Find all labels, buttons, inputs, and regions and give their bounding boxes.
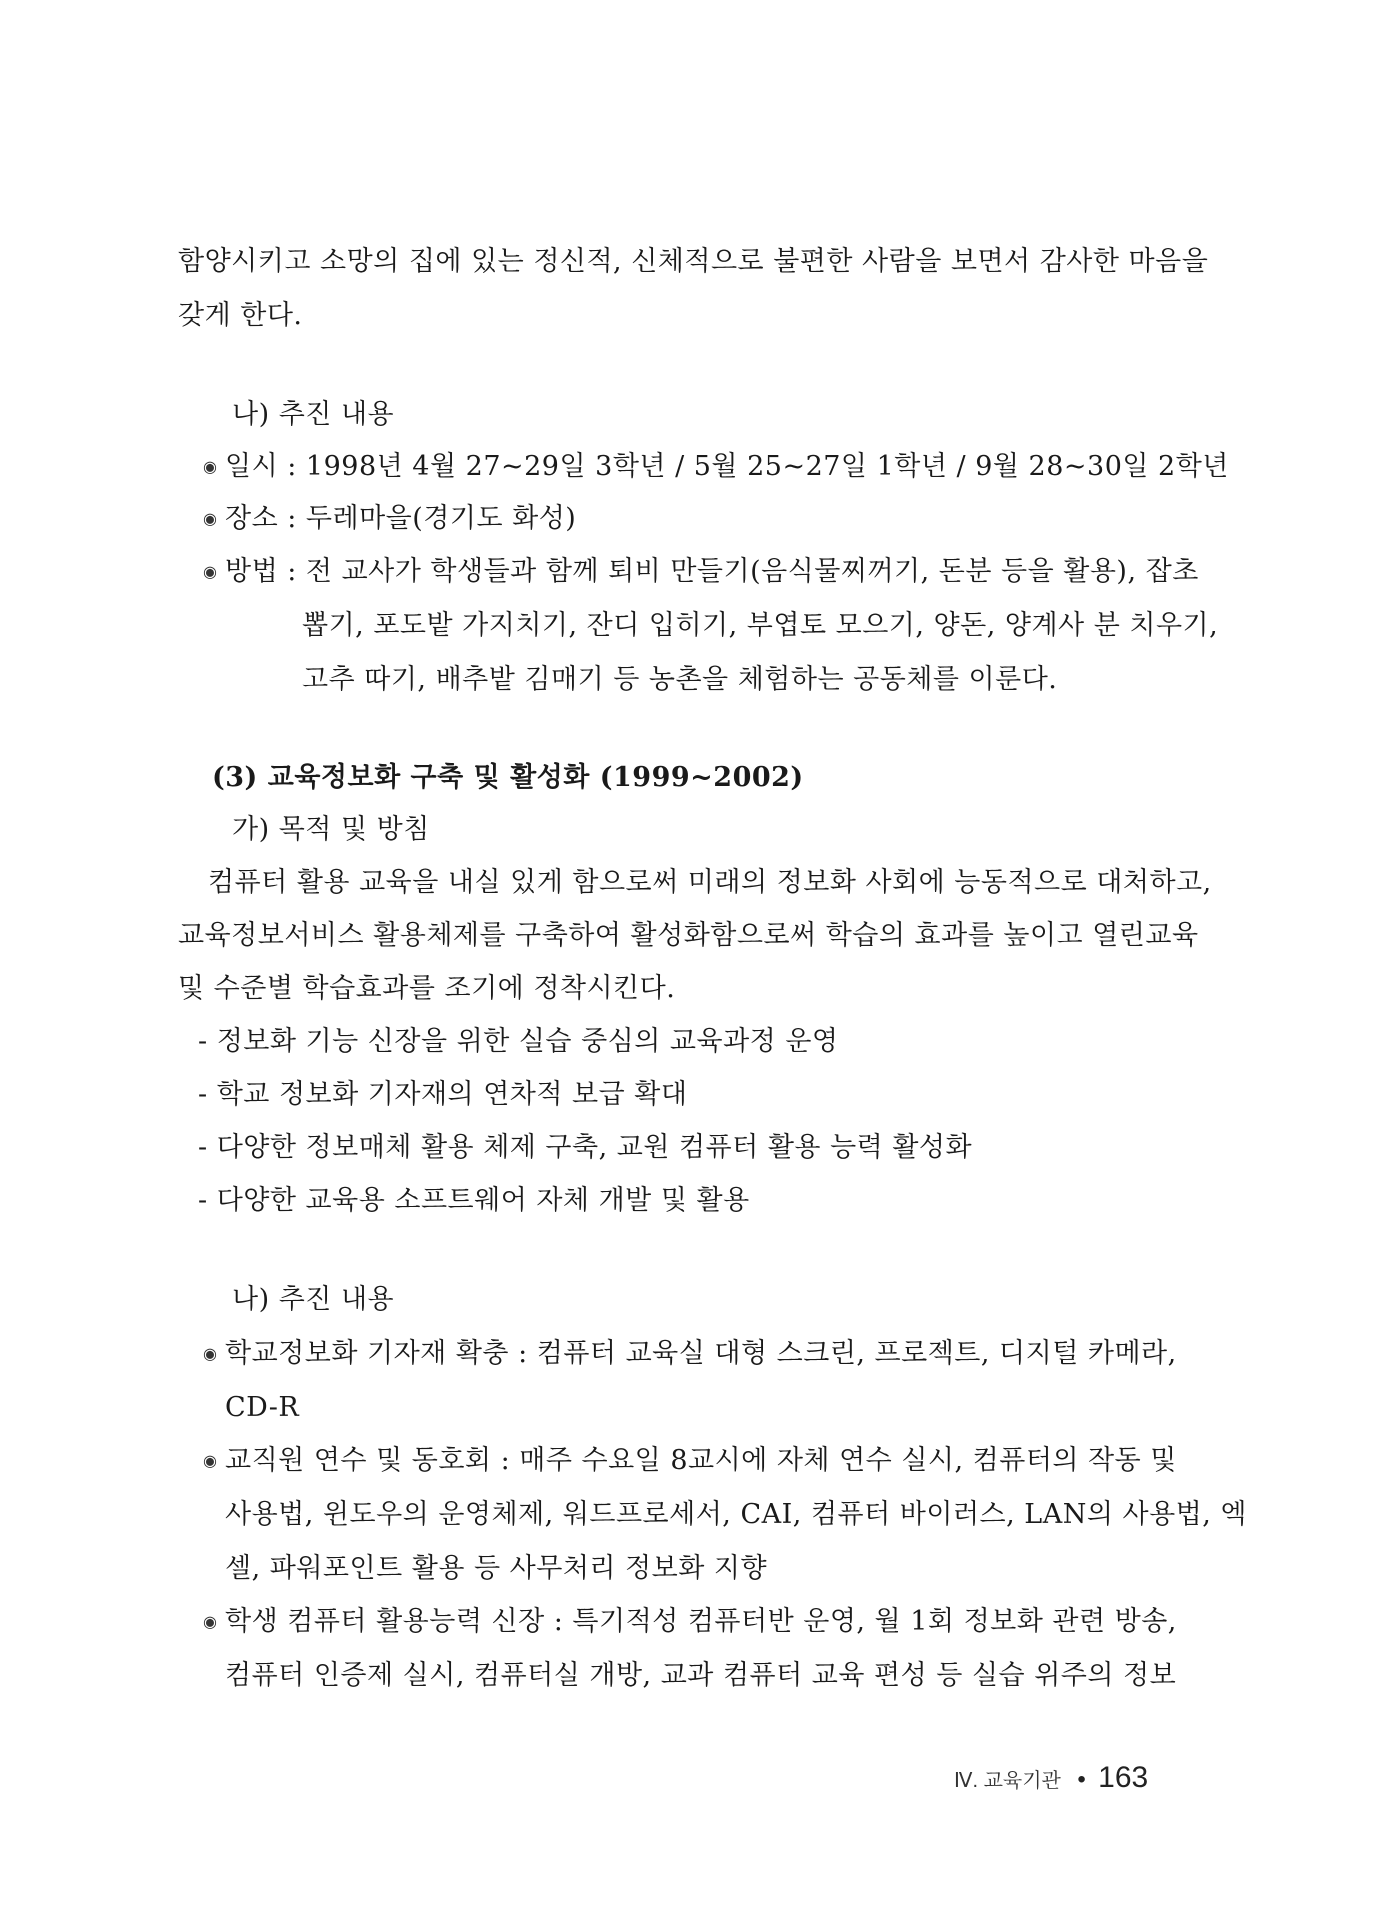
list-item: 일시 : 1998년 4월 27~29일 3학년 / 5월 25~27일 1학년 / 9월 28~30일 2학년	[225, 451, 1229, 482]
dash-list-item: - 학교 정보화 기자재의 연차적 보급 확대	[198, 1079, 688, 1110]
body-text-line: 갖게 한다.	[178, 300, 303, 331]
body-text-line: 컴퓨터 활용 교육을 내실 있게 함으로써 미래의 정보화 사회에 능동적으로 대처하고,	[208, 867, 1212, 898]
subsection-heading: 나) 추진 내용	[232, 1284, 395, 1315]
page-number: 163	[1098, 1761, 1149, 1794]
body-text-line: 및 수준별 학습효과를 조기에 정착시킨다.	[178, 973, 676, 1004]
list-item: 장소 : 두레마을(경기도 화성)	[225, 503, 577, 534]
bullet-icon: ◉	[203, 1344, 217, 1363]
list-item: 방법 : 전 교사가 학생들과 함께 퇴비 만들기(음식물찌꺼기, 돈분 등을 활용), 잡초	[225, 556, 1199, 587]
body-text-line: 교육정보서비스 활용체제를 구축하여 활성화함으로써 학습의 효과를 높이고 열린교육	[178, 920, 1199, 951]
bullet-icon: ◉	[203, 562, 217, 581]
bullet-icon: ◉	[203, 457, 217, 476]
list-item-continuation: 컴퓨터 인증제 실시, 컴퓨터실 개방, 교과 컴퓨터 교육 편성 등 실습 위주의 정보	[225, 1660, 1177, 1691]
dash-list-item: - 다양한 정보매체 활용 체제 구축, 교원 컴퓨터 활용 능력 활성화	[198, 1132, 973, 1163]
list-item: 학교정보화 기자재 확충 : 컴퓨터 교육실 대형 스크린, 프로젝트, 디지털 카메라,	[225, 1338, 1177, 1369]
dash-list-item: - 정보화 기능 신장을 위한 실습 중심의 교육과정 운영	[198, 1026, 839, 1057]
page-footer	[954, 1761, 1148, 1795]
list-item-continuation: 뽑기, 포도밭 가지치기, 잔디 입히기, 부엽토 모으기, 양돈, 양계사 분 치우기,	[302, 610, 1219, 641]
subsection-heading: 가) 목적 및 방침	[232, 814, 430, 845]
bullet-icon: ◉	[203, 1451, 217, 1470]
list-item-continuation: 고추 따기, 배추밭 김매기 등 농촌을 체험하는 공동체를 이룬다.	[302, 664, 1058, 695]
dash-list-item: - 다양한 교육용 소프트웨어 자체 개발 및 활용	[198, 1185, 750, 1216]
section-title: (3) 교육정보화 구축 및 활성화 (1999~2002)	[212, 762, 804, 793]
list-item: 학생 컴퓨터 활용능력 신장 : 특기적성 컴퓨터반 운영, 월 1회 정보화 관련 방송,	[225, 1606, 1177, 1637]
subsection-heading: 나) 추진 내용	[232, 399, 395, 430]
chapter-label: Ⅳ. 교육기관	[954, 1770, 1061, 1792]
bullet-icon: ◉	[203, 1612, 217, 1631]
bullet-icon: ◉	[203, 509, 217, 528]
footer-dot: •	[1077, 1766, 1086, 1793]
body-text-line: 함양시키고 소망의 집에 있는 정신적, 신체적으로 불편한 사람을 보면서 감사한 마음을	[178, 246, 1209, 277]
list-item-continuation: 사용법, 윈도우의 운영체제, 워드프로세서, CAI, 컴퓨터 바이러스, LAN의 사용법, 엑	[225, 1499, 1247, 1530]
list-item: 교직원 연수 및 동호회 : 매주 수요일 8교시에 자체 연수 실시, 컴퓨터의 작동 및	[225, 1445, 1177, 1476]
list-item-continuation: CD-R	[225, 1392, 300, 1423]
list-item-continuation: 셀, 파워포인트 활용 등 사무처리 정보화 지향	[225, 1553, 768, 1584]
